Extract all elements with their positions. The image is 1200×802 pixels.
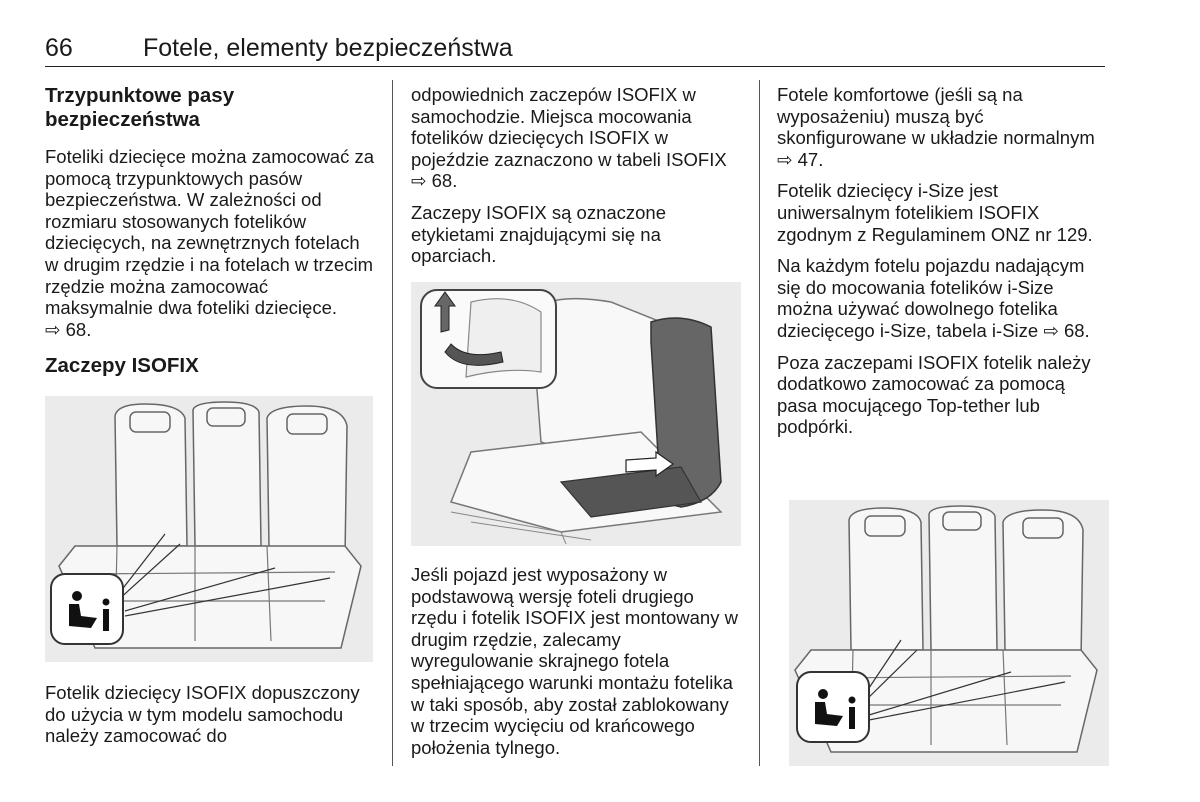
paragraph: Jeśli pojazd jest wyposażony w podstawową wersję foteli drugiego rzędu i fotelik ISOFIX jest montowany w drugim rzędzie, zalecamy wyregulowanie skrajnego fotela spełniającego warunki montażu fotelika w taki sposób, aby został zablokowany w trzecim wycięciu od krańcowego położenia tylnego. [411, 564, 738, 758]
column-divider [392, 80, 393, 766]
paragraph: Zaczepy ISOFIX są oznaczone etykietami znajdującymi się na oparciach. [411, 201, 667, 267]
page-reference: ⇨ 47. [777, 148, 824, 170]
heading-isofix-anchors: Zaczepy ISOFIX [45, 354, 199, 378]
chapter-title: Fotele, elementy bezpieczeństwa [143, 34, 513, 62]
paragraph-text: odpowiednich zaczepów ISOFIX w samochodzie. Miejsca mocowania fotelików dziecięcych ISOFIX w pojeździe zaznaczono w tabeli ISOFIX [411, 84, 727, 170]
page-reference: ⇨ 68. [1043, 319, 1090, 341]
page-header [45, 34, 1105, 67]
isofix-seat-illustration [789, 500, 1109, 766]
paragraph: Fotelik dziecięcy i-Size jest uniwersalnym fotelikiem ISOFIX zgodnym z Regulaminem ONZ nr 129. [777, 180, 1093, 245]
paragraph: Fotelik dziecięcy ISOFIX dopuszczony do użycia w tym modelu samochodu należy zamocować do [45, 682, 360, 747]
paragraph-text: Foteliki dziecięce można zamocować za pomocą trzypunktowych pasów bezpieczeństwa. W zależności od rozmiaru stosowanych fotelików dziecięcych, na zewnętrznych fotelach w drugim rzędzie i na fotelach w trzecim rzędzie można zamocować maksymalnie dwa foteliki dziecięce. [45, 146, 375, 319]
page-reference: ⇨ 68. [411, 170, 458, 192]
page-reference: ⇨ 68. [45, 318, 92, 340]
paragraph [777, 255, 1110, 341]
paragraph-text: Na każdym fotelu pojazdu nadającym się do mocowania fotelików i-Size można używać dowolnego fotelika dziecięcego i-Size, tabela i-Size [777, 255, 1085, 341]
column-2 [411, 84, 743, 267]
paragraph [411, 84, 743, 192]
paragraph: Poza zaczepami ISOFIX fotelik należy dodatkowo zamocować za pomocą pasa mocującego Top-tether lub podpórki. [777, 351, 1091, 438]
paragraph [45, 146, 375, 340]
seat-adjustment-illustration [411, 282, 741, 546]
paragraph [777, 84, 1110, 170]
column-3 [777, 84, 1110, 438]
page-number: 66 [45, 34, 73, 62]
paragraph-text: Fotele komfortowe (jeśli są na wyposażeniu) muszą być skonfigurowane w układzie normalnym [777, 84, 1095, 149]
column-1 [45, 84, 375, 378]
isofix-seat-illustration [45, 396, 373, 662]
column-divider [759, 80, 760, 766]
heading-three-point-belts: Trzypunktowe pasy bezpieczeństwa [45, 84, 235, 131]
